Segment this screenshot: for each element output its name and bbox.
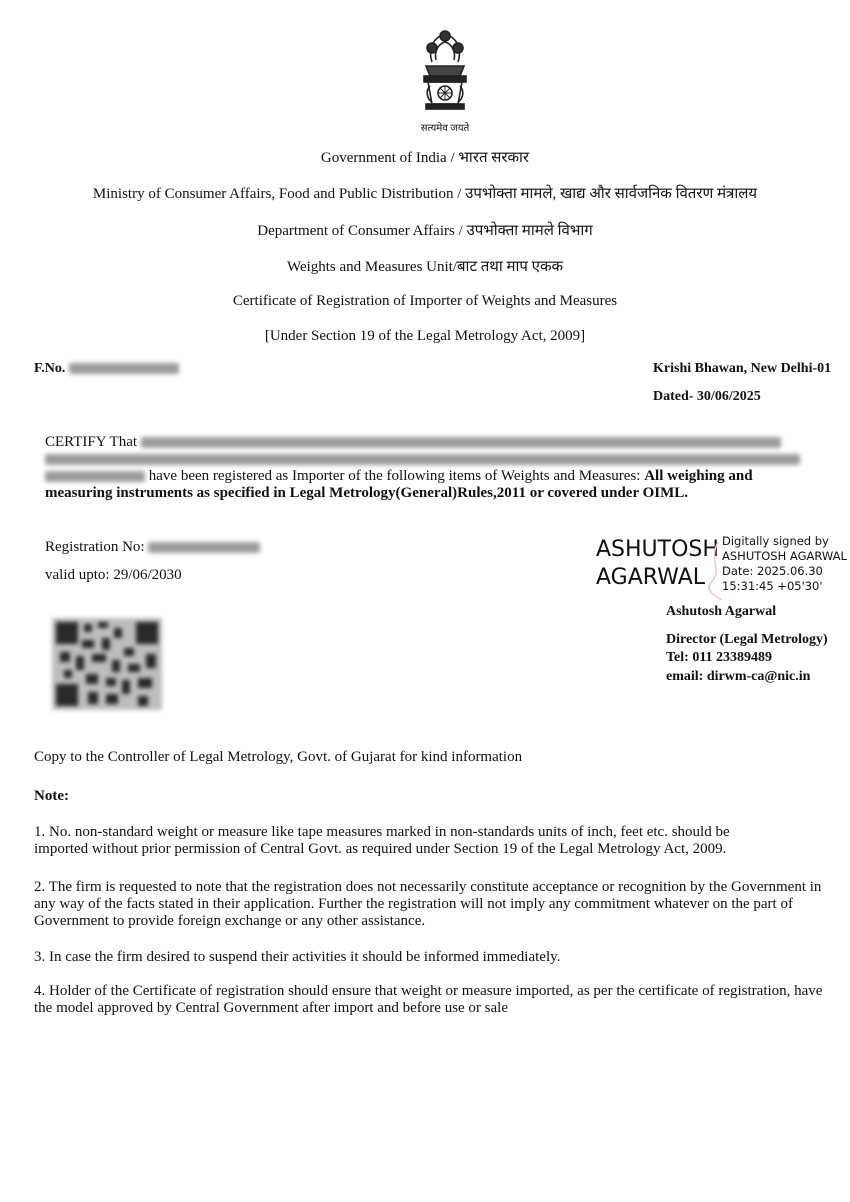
ministry-line: Ministry of Consumer Affairs, Food and Public Distribution / उपभोक्ता मामले, खाद्य और सार्वजनिक वितरण मंत्रालय bbox=[92, 186, 758, 202]
note-3: 3. In case the firm desired to suspend their activities it should be informed immediately. bbox=[34, 949, 561, 965]
note-1 bbox=[34, 824, 846, 858]
redacted-company-name bbox=[141, 437, 781, 448]
note-2-line-2: any way of the facts stated in their application. Further the registration will not imply any commitment whatever on the part of bbox=[34, 896, 793, 912]
validity: valid upto: 29/06/2030 bbox=[45, 567, 182, 583]
signer-designation: Director (Legal Metrology) bbox=[666, 632, 828, 647]
signature-meta-1: Digitally signed by bbox=[722, 534, 829, 548]
certify-items-2: measuring instruments as specified in Legal Metrology(General)Rules,2011 or covered under OIML. bbox=[45, 485, 689, 501]
signer-email: email: dirwm-ca@nic.in bbox=[666, 669, 811, 684]
signature-name-line1: ASHUTOSH bbox=[596, 537, 719, 562]
redacted-file-number bbox=[69, 363, 179, 374]
certify-paragraph bbox=[45, 434, 815, 502]
redacted-address-end bbox=[45, 471, 145, 482]
note-2 bbox=[34, 879, 850, 930]
note-4 bbox=[34, 983, 850, 1017]
note-2-line-1: 2. The firm is requested to note that the registration does not necessarily constitute acceptance or recognition by the Government in bbox=[34, 879, 822, 895]
note-1-line-2: imported without prior permission of Central Govt. as required under Section 19 of the Legal Metrology Act, 2009. bbox=[34, 841, 727, 857]
redacted-registration-number bbox=[148, 542, 260, 553]
emblem-motto: सत्यमेव जयते bbox=[420, 123, 470, 134]
signer-telephone: Tel: 011 23389489 bbox=[666, 650, 773, 665]
signature-meta-4: 15:31:45 +05'30' bbox=[722, 579, 823, 593]
signer-name: Ashutosh Agarwal bbox=[666, 604, 777, 619]
section-reference: [Under Section 19 of the Legal Metrology Act, 2009] bbox=[264, 328, 586, 344]
file-number bbox=[34, 361, 179, 377]
government-line: Government of India / भारत सरकार bbox=[320, 150, 530, 166]
redacted-company-address bbox=[45, 454, 800, 465]
issue-date: Dated- 30/06/2025 bbox=[653, 389, 761, 404]
file-number-label: F.No. bbox=[34, 361, 66, 376]
certificate-title: Certificate of Registration of Importer of Weights and Measures bbox=[232, 293, 618, 309]
certify-lead: CERTIFY That bbox=[45, 434, 138, 450]
copy-to: Copy to the Controller of Legal Metrology, Govt. of Gujarat for kind information bbox=[34, 749, 523, 765]
note-4-line-1: 4. Holder of the Certificate of registration should ensure that weight or measure imported, as per the certificate of registration, have bbox=[34, 983, 823, 999]
unit-line: Weights and Measures Unit/बाट तथा माप एकक bbox=[286, 259, 563, 275]
signature-meta-3: Date: 2025.06.30 bbox=[722, 564, 823, 578]
department-line: Department of Consumer Affairs / उपभोक्ता मामले विभाग bbox=[257, 223, 593, 239]
signature-meta-2: ASHUTOSH AGARWAL bbox=[722, 549, 847, 563]
note-4-line-2: the model approved by Central Government after import and before use or sale bbox=[34, 1000, 509, 1016]
certify-items-1: All weighing and bbox=[644, 468, 753, 484]
notes-heading: Note: bbox=[34, 788, 69, 804]
signature-name-line2: AGARWAL bbox=[596, 565, 706, 590]
issue-location: Krishi Bhawan, New Delhi-01 bbox=[653, 361, 832, 376]
registration-number bbox=[45, 539, 260, 556]
note-2-line-3: Government to provide foreign exchange or any other assistance. bbox=[34, 913, 426, 929]
registration-label: Registration No: bbox=[45, 539, 145, 555]
note-1-line-1: 1. No. non-standard weight or measure like tape measures marked in non-standards units of inch, feet etc. should be bbox=[34, 824, 730, 840]
national-emblem-icon bbox=[410, 26, 480, 134]
qr-code-icon bbox=[52, 618, 162, 710]
certify-mid: have been registered as Importer of the following items of Weights and Measures: bbox=[148, 468, 641, 484]
